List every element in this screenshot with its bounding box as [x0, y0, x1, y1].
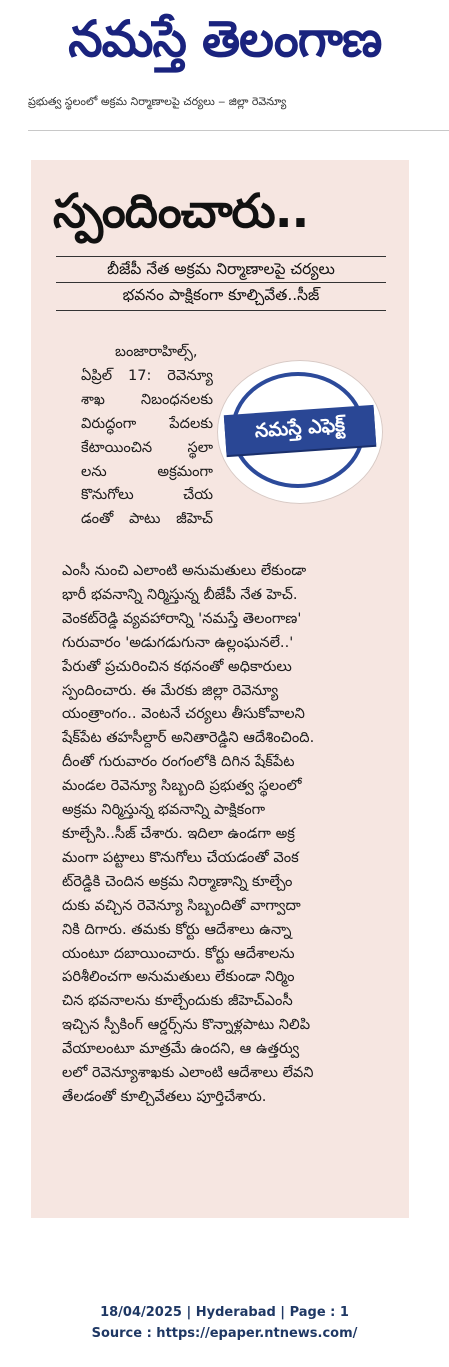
- body-line: విరుద్ధంగా పేదలకు: [81, 414, 213, 432]
- body-line: పేరుతో ప్రచురించిన కథనంతో అధికారులు: [62, 657, 292, 675]
- body-line: కొనుగోలు చేయ: [81, 486, 213, 504]
- body-line: పరిశీలించగా అనుమతులు లేకుండా నిర్మిం: [62, 968, 295, 986]
- article-subheadline-1: బీజేపీ నేత అక్రమ నిర్మాణాలపై చర్యలు: [107, 260, 335, 278]
- body-line: దుకు వచ్చిన రెవెన్యూ సిబ్బందితో వాగ్వాదా: [62, 896, 301, 914]
- namaste-effect-seal: [217, 360, 383, 504]
- body-line: నికి దిగారు. తమకు కోర్టు ఆదేశాలు ఉన్నా: [62, 920, 292, 938]
- body-line: లను అక్రమంగా: [81, 462, 213, 480]
- body-line: మండల రెవెన్యూ సిబ్బంది ప్రభుత్వ స్థలంలో: [62, 777, 302, 795]
- body-line: వేయాలంటూ మాత్రమే ఉందని, ఆ ఉత్తర్వు: [62, 1040, 300, 1058]
- seal-label: నమస్తే ఎఫెక్ట్: [224, 405, 376, 455]
- body-line: గురువారం 'అడుగడుగునా ఉల్లంఘనలే..': [62, 633, 294, 651]
- body-line: చిన భవనాలను కూల్చేందుకు జీహెచ్‌ఎంసీ: [62, 992, 293, 1010]
- body-line: ఎంసీ నుంచి ఎలాంటి అనుమతులు లేకుండా: [62, 562, 307, 579]
- body-line: ఏప్రిల్ 17: రెవెన్యూ: [81, 366, 213, 384]
- body-line: కూల్చేసి..సీజ్ చేశారు. ఇదిలా ఉండగా అక్ర: [62, 824, 295, 842]
- footer-source-line: Source : https://epaper.ntnews.com/: [91, 1326, 358, 1341]
- body-line: యంత్రాంగం.. వెంటనే చర్యలు తీసుకోవాలని: [62, 705, 305, 723]
- body-line: యంటూ దబాయించారు. కోర్టు ఆదేశాలను: [62, 944, 295, 962]
- body-line: ఇచ్చిన స్పీకింగ్ ఆర్డర్స్‌ను కొన్నాళ్లపాటు నిలిపి: [62, 1016, 311, 1034]
- body-line: షేక్‌పేట తహసీల్దార్ అనితారెడ్డిని ఆదేశించింది.: [62, 729, 315, 747]
- body-line: శాఖ నిబంధనలకు: [81, 390, 213, 408]
- body-line: కేటాయించిన స్థలా: [81, 438, 213, 456]
- body-line: దీంతో గురువారం రంగంలోకి దిగిన షేక్‌పేట: [62, 753, 295, 771]
- body-line: మంగా పట్టాలు కొనుగోలు చేయడంతో వెంక: [62, 848, 299, 866]
- body-line: బంజారాహిల్స్,: [115, 343, 198, 360]
- body-line: డంతో పాటు జీహెచ్: [81, 510, 213, 528]
- article-subheadline-2: భవనం పాక్షికంగా కూల్చివేత..సీజ్: [122, 286, 320, 304]
- body-line: భారీ భవనాన్ని నిర్మిస్తున్న బీజేపీ నేత హెచ్.: [62, 585, 298, 603]
- ticker-strip: ప్రభుత్వ స్థలంలో అక్రమ నిర్మాణాలపై చర్యలు ‒ జిల్లా రెవెన్యూ: [28, 95, 287, 108]
- article-body-narrow-column: [81, 340, 213, 531]
- article-body-wide-column: [62, 559, 408, 1109]
- body-line: అక్రమ నిర్మిస్తున్న భవనాన్ని పాక్షికంగా: [62, 801, 266, 819]
- body-line: వెంకట్‌రెడ్డి వ్యవహారాన్ని 'నమస్తే తెలంగాణ': [62, 609, 302, 627]
- body-line: ట్‌రెడ్డికి చెందిన అక్రమ నిర్మాణాన్ని కూల్చేం: [62, 872, 293, 890]
- body-line: లలో రెవెన్యూశాఖకు ఎలాంటి ఆదేశాలు లేవని: [62, 1064, 314, 1082]
- subheadline-bottom-rule: [56, 310, 386, 311]
- ticker-divider: [28, 130, 449, 131]
- body-line: స్పందించారు. ఈ మేరకు జిల్లా రెవెన్యూ: [62, 681, 279, 699]
- body-line: తేలడంతో కూల్చివేతలు పూర్తిచేశారు.: [62, 1087, 267, 1105]
- newspaper-masthead: [20, 8, 430, 83]
- subheadline-middle-rule: [56, 282, 386, 283]
- subheadline-top-rule: [56, 256, 386, 257]
- article-clipping: [31, 160, 409, 1218]
- masthead-title: నమస్తే తెలంగాణ: [68, 10, 382, 68]
- footer-date-line: 18/04/2025 | Hyderabad | Page : 1: [100, 1305, 349, 1320]
- article-headline: స్పందించారు..: [53, 184, 309, 239]
